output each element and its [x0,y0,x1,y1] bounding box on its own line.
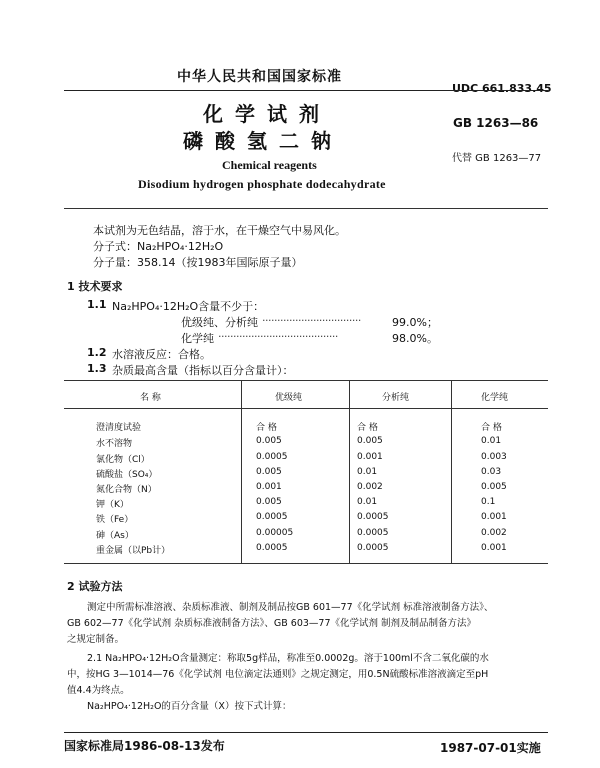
table-cell-ar: 0.01 [357,497,378,507]
table-cell-cp: 0.1 [481,497,496,507]
table-cell-name: 澄清度试验 [96,423,142,433]
table-cell-gr: 0.005 [256,436,282,446]
table-cell-name: 铁（Fe） [96,515,134,525]
molecular-weight: 分子量：358.14（按1983年国际原子量） [93,256,303,269]
item-1-1-number: 1.1 [87,298,107,311]
formula-intro: Na₂HPO₄·12H₂O的百分含量（X）按下式计算： [87,701,292,712]
grade-a-leader: ································· [262,314,361,327]
table-cell-name: 氯化物（Cl） [96,455,150,465]
table-cell-name: 氮化合物（N） [96,485,157,495]
item-2-1-line3: 值4.4为终点。 [67,685,130,696]
section2-para-line2: GB 602—77《化学试剂 杂质标准液制备方法》、GB 603—77《化学试剂 制剂及制品制备方法》 [67,618,477,629]
title-english-line2: Disodium hydrogen phosphate dodecahydrate [138,177,386,191]
section2-heading: 2 试验方法 [67,580,123,593]
table-cell-gr: 合 格 [256,423,277,433]
table-cell-cp: 0.003 [481,452,507,462]
grade-b-leader: ········································ [218,330,338,343]
table-cell-gr: 0.0005 [256,543,288,553]
item-1-2-text: 水溶液反应：合格。 [112,348,211,361]
item-2-1-line1: 2.1 Na₂HPO₄·12H₂O含量测定：称取5g样品，称准至0.0002g。溶于100ml不含二氧化碳的水 [87,653,489,664]
section2-para-line1: 测定中所需标准溶液、杂质标准液、制剂及制品按GB 601—77《化学试剂 标准溶液制备方法》、 [87,602,494,613]
table-cell-ar: 0.0005 [357,543,389,553]
table-cell-cp: 0.001 [481,543,507,553]
table-cell-name: 重金属（以Pb计） [96,546,171,556]
table-header-grade-gr: 优级纯 [275,393,303,403]
table-cell-name: 砷（As） [96,531,134,541]
national-standard-heading: 中华人民共和国国家标准 [177,69,342,85]
item-1-3-number: 1.3 [87,362,107,375]
item-2-1-line2: 中，按HG 3—1014—76《化学试剂 电位滴定法通则》之规定测定，用0.5N硫酸标准溶液滴定至pH [67,669,489,680]
table-cell-name: 硫酸盐（SO₄） [96,470,158,480]
table-cell-gr: 0.0005 [256,452,288,462]
table-cell-cp: 合 格 [481,423,502,433]
table-col-divider [451,381,452,563]
table-cell-gr: 0.001 [256,482,282,492]
replaces-note: 代替 GB 1263—77 [452,153,542,164]
table-header-name: 名 称 [140,393,161,403]
footer-rule [64,732,548,733]
table-cell-ar: 0.002 [357,482,383,492]
intro-rule [64,208,548,209]
intro-description: 本试剂为无色结晶，溶于水，在干燥空气中易风化。 [93,224,346,237]
title-chinese-line1: 化学试剂 [203,102,331,126]
table-cell-ar: 0.0005 [357,528,389,538]
table-col-divider [241,381,242,563]
table-top-rule [64,380,548,381]
table-cell-cp: 0.005 [481,482,507,492]
table-cell-cp: 0.03 [481,467,502,477]
item-1-3-text: 杂质最高含量（指标以百分含量计）： [112,364,294,377]
molecular-formula: 分子式：Na₂HPO₄·12H₂O [93,240,224,253]
table-cell-ar: 0.001 [357,452,383,462]
grade-b-label: 化学纯 [181,332,214,345]
table-header-rule [64,408,548,409]
item-1-1-text: Na₂HPO₄·12H₂O含量不少于： [112,300,265,313]
table-cell-gr: 0.0005 [256,512,288,522]
grade-a-label: 优级纯、分析纯 [181,316,258,329]
table-cell-cp: 0.01 [481,436,502,446]
table-col-divider [349,381,350,563]
gb-standard-code: GB 1263—86 [453,116,539,130]
title-english-line1: Chemical reagents [222,158,317,172]
issue-date: 国家标准局1986-08-13发布 [64,739,225,753]
grade-b-value: 98.0%。 [392,332,438,345]
table-cell-cp: 0.002 [481,528,507,538]
table-cell-cp: 0.001 [481,512,507,522]
item-1-2-number: 1.2 [87,346,107,359]
table-cell-gr: 0.005 [256,467,282,477]
table-cell-name: 钾（K） [96,500,129,510]
table-cell-ar: 0.0005 [357,512,389,522]
table-cell-ar: 0.01 [357,467,378,477]
table-cell-ar: 合 格 [357,423,378,433]
table-bottom-rule [64,563,548,564]
effective-date: 1987-07-01实施 [440,741,541,755]
header-rule [64,90,548,91]
section1-heading: 1 技术要求 [67,280,123,293]
table-cell-gr: 0.00005 [256,528,294,538]
udc-code: UDC 661.833.45 [452,82,552,95]
table-cell-ar: 0.005 [357,436,383,446]
grade-a-value: 99.0%； [392,316,438,329]
table-header-grade-cp: 化学纯 [481,393,509,403]
table-cell-gr: 0.005 [256,497,282,507]
table-cell-name: 水不溶物 [96,439,133,449]
section2-para-line3: 之规定制备。 [67,634,125,645]
table-header-grade-ar: 分析纯 [382,393,410,403]
title-chinese-line2: 磷酸氢二钠 [183,129,343,153]
